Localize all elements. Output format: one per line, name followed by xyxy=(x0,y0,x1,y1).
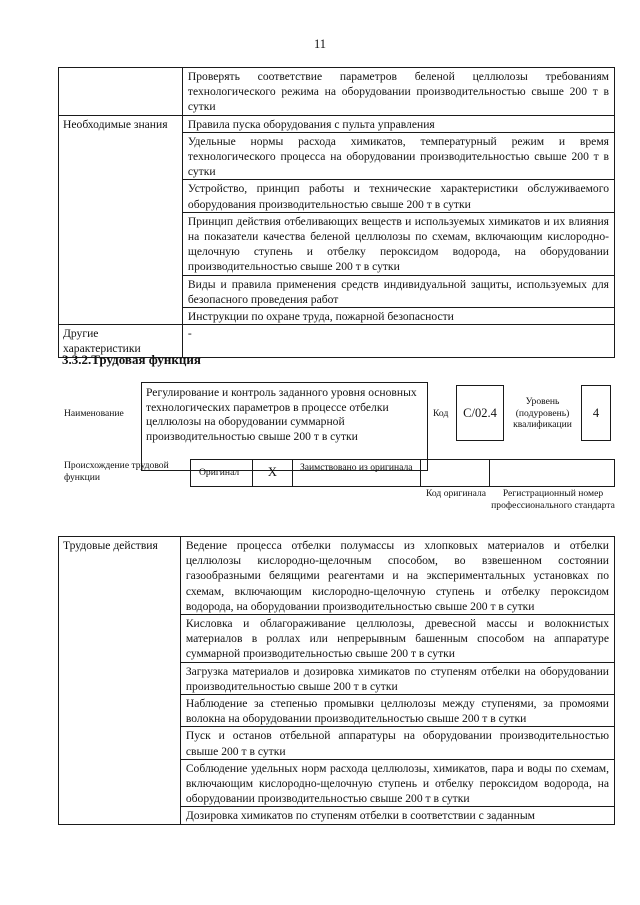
knowledge-label: Необходимые знания xyxy=(59,115,183,325)
function-code: С/02.4 xyxy=(456,385,504,441)
original-mark: Х xyxy=(252,460,292,487)
table-row xyxy=(191,460,615,487)
table-row xyxy=(59,68,615,116)
registration-caption: Регистрационный номер профессионального стандарта xyxy=(491,488,615,511)
level-label: Уровень (подуровень) квалификации xyxy=(513,396,572,430)
skill-cell: Проверять соответствие параметров беленой целлюлозы требованиям технологического режима на оборудовании производительностью свыше 200 т в сутки xyxy=(182,68,614,116)
knowledge-item: Удельные нормы расхода химикатов, температурный режим и время технологического процесса на оборудовании производительностью свыше 200 т в сутки xyxy=(182,132,614,180)
knowledge-item: Правила пуска оборудования с пульта управления xyxy=(182,115,614,132)
section-title: 3.3.2.Трудовая функция xyxy=(62,352,201,367)
code-label: Код xyxy=(433,408,449,419)
name-label: Наименование xyxy=(64,408,124,419)
table-row xyxy=(59,115,615,132)
action-item: Дозировка химикатов по ступеням отбелки в соответствии с заданным xyxy=(180,807,614,824)
registration-number-cell xyxy=(490,460,615,487)
function-name: Регулирование и контроль заданного уровня основных технологических параметров в процессе отбелки целлюлозы на оборудовании суммарной производительностью свыше 200 т в сутки xyxy=(141,382,428,471)
action-item: Ведение процесса отбелки полумассы из хлопковых материалов и отбелки целлюлозы кислородно-щелочным способом, во взвешенном состоянии газообразными белящими реагентами и на экспериментальных установках по схемам, включающим кислородно-щелочную ступень и отбелку пероксидом водорода, на оборудовании производительностью свыше 200 т в сутки xyxy=(180,537,614,615)
original-label: Оригинал xyxy=(191,460,253,487)
knowledge-item: Принцип действия отбеливающих веществ и используемых химикатов и их влияния на показатели качества беленой целлюлозы по схемам, включающим кислородно-щелочную ступень и отбелку пероксидом водорода, на оборудовании производительностью свыше 200 т в сутки xyxy=(182,212,614,275)
action-item: Кисловка и облагораживание целлюлозы, древесной массы и волокнистых материалов в роллах или непрерывным башенным способом на аппаратуре суммарной производительностью свыше 200 т в сутки xyxy=(180,615,614,663)
knowledge-table xyxy=(58,67,615,358)
knowledge-item: Виды и правила применения средств индивидуальной защиты, используемых для безопасного проведения работ xyxy=(182,275,614,307)
action-item: Загрузка материалов и дозировка химикатов по ступеням отбелки на оборудовании производительностью свыше 200 т в сутки xyxy=(180,662,614,694)
qualification-level: 4 xyxy=(581,385,611,441)
page-number: 11 xyxy=(313,37,327,51)
action-item: Соблюдение удельных норм расхода целлюлозы, химикатов, пара и воды по схемам, включающим кислородно-щелочную ступень и отбелку пероксидом водорода, на оборудовании производительностью свыше 200 т в сутки xyxy=(180,759,614,807)
borrowed-label: Заимствовано из оригинала xyxy=(292,460,420,487)
code-caption: Код оригинала xyxy=(425,488,487,499)
actions-label: Трудовые действия xyxy=(59,537,181,825)
origin-table xyxy=(190,459,615,487)
action-item: Пуск и останов отбельной аппаратуры на оборудовании производительностью свыше 200 т в сутки xyxy=(180,727,614,759)
knowledge-item: Инструкции по охране труда, пожарной безопасности xyxy=(182,308,614,325)
knowledge-item: Устройство, принцип работы и технические характеристики обслуживаемого оборудования производительностью свыше 200 т в сутки xyxy=(182,180,614,212)
labor-actions-table xyxy=(58,536,615,825)
original-code-cell xyxy=(420,460,490,487)
other-value: - xyxy=(182,325,614,357)
origin-label: Происхождение трудовой функции xyxy=(64,460,169,483)
action-item: Наблюдение за степенью промывки целлюлозы между ступенями, за промоями волокна на оборудовании производительностью свыше 200 т в сутки xyxy=(180,695,614,727)
table-row xyxy=(59,537,615,615)
other-label: Другие характеристики xyxy=(59,325,183,357)
